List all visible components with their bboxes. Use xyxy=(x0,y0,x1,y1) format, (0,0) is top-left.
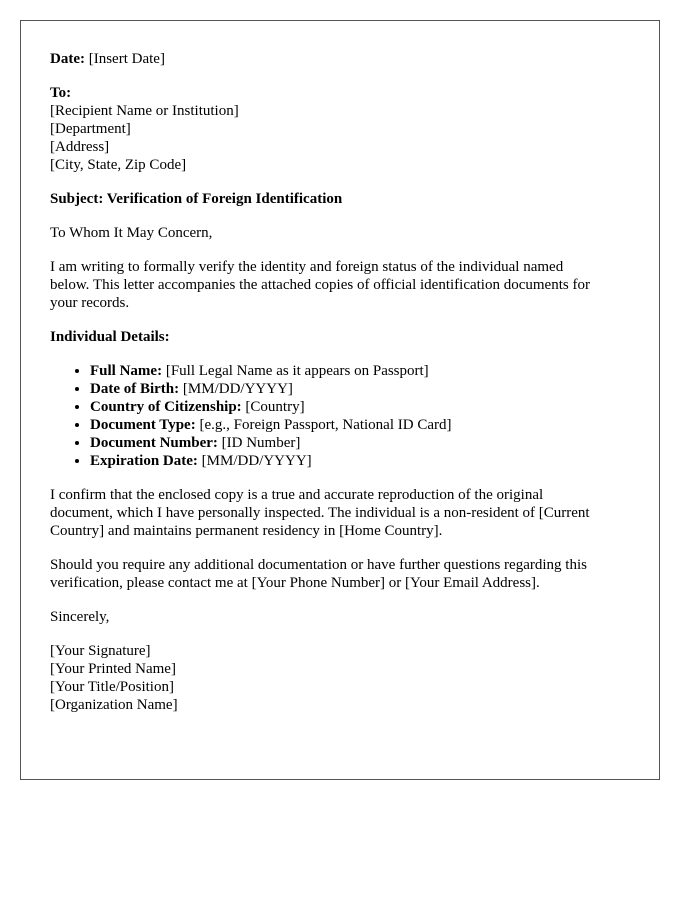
signature-line: [Your Signature] xyxy=(50,643,151,659)
date-label: Date: xyxy=(50,51,85,67)
recipient-address: [Address] xyxy=(50,139,110,155)
detail-label: Document Type: xyxy=(90,417,196,433)
contact-line: Should you require any additional documentation or have further questions regarding this xyxy=(50,557,587,573)
contact-paragraph xyxy=(50,556,635,592)
details-heading: Individual Details: xyxy=(50,329,170,345)
recipient-name: [Recipient Name or Institution] xyxy=(50,103,239,119)
printed-name-line: [Your Printed Name] xyxy=(50,661,176,677)
detail-date-of-birth xyxy=(90,380,635,398)
letter-page xyxy=(20,20,660,780)
intro-line: below. This letter accompanies the attached copies of official identification documents for xyxy=(50,277,590,293)
title-position-line: [Your Title/Position] xyxy=(50,679,174,695)
detail-label: Expiration Date: xyxy=(90,453,198,469)
intro-line: I am writing to formally verify the identity and foreign status of the individual named xyxy=(50,259,564,275)
contact-line: verification, please contact me at [Your Phone Number] or [Your Email Address]. xyxy=(50,575,540,591)
details-list xyxy=(50,362,635,470)
detail-value: [ID Number] xyxy=(217,435,301,451)
intro-paragraph xyxy=(50,258,635,312)
confirmation-line: Country] and maintains permanent residency in [Home Country]. xyxy=(50,523,443,539)
detail-label: Document Number: xyxy=(90,435,218,451)
recipient-department: [Department] xyxy=(50,121,131,137)
organization-name-line: [Organization Name] xyxy=(50,697,178,713)
detail-value: [e.g., Foreign Passport, National ID Card] xyxy=(195,417,452,433)
intro-line: your records. xyxy=(50,295,130,311)
detail-label: Date of Birth: xyxy=(90,381,180,397)
recipient-block xyxy=(50,84,635,174)
detail-citizenship xyxy=(90,398,635,416)
confirmation-line: I confirm that the enclosed copy is a true and accurate reproduction of the original xyxy=(50,487,544,503)
recipient-label: To: xyxy=(50,85,72,101)
salutation: To Whom It May Concern, xyxy=(50,225,213,241)
detail-value: [Country] xyxy=(241,399,305,415)
detail-label: Full Name: xyxy=(90,363,163,379)
detail-full-name xyxy=(90,362,635,380)
date-line xyxy=(50,50,635,68)
detail-value: [Full Legal Name as it appears on Passport] xyxy=(162,363,429,379)
detail-document-number xyxy=(90,434,635,452)
signature-block xyxy=(50,642,635,714)
detail-label: Country of Citizenship: xyxy=(90,399,242,415)
recipient-city-state-zip: [City, State, Zip Code] xyxy=(50,157,187,173)
detail-document-type xyxy=(90,416,635,434)
confirmation-paragraph xyxy=(50,486,635,540)
letter-content xyxy=(50,50,635,730)
detail-expiration-date xyxy=(90,452,635,470)
subject-line: Subject: Verification of Foreign Identification xyxy=(50,191,343,207)
closing: Sincerely, xyxy=(50,609,110,625)
confirmation-line: document, which I have personally inspected. The individual is a non-resident of [Current xyxy=(50,505,590,521)
detail-value: [MM/DD/YYYY] xyxy=(179,381,293,397)
date-value: [Insert Date] xyxy=(84,51,165,67)
detail-value: [MM/DD/YYYY] xyxy=(197,453,312,469)
